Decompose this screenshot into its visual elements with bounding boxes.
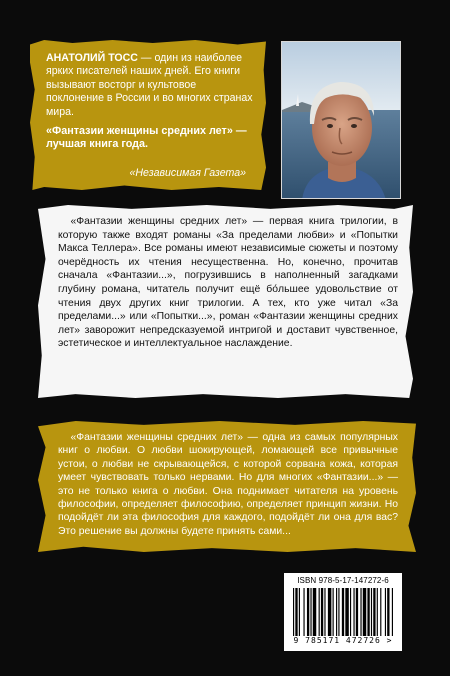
- barcode-bar: [328, 588, 331, 636]
- barcode-bar: [371, 588, 372, 636]
- barcode-bar: [360, 588, 361, 636]
- barcode-bar: [310, 588, 311, 636]
- barcode-bars: [293, 588, 393, 636]
- barcode-bar: [336, 588, 337, 636]
- barcode-bar: [299, 588, 300, 636]
- press-quote: «Фантазии женщины средних лет» — лучшая книга года.: [46, 125, 247, 151]
- barcode-bar: [345, 588, 348, 636]
- author-name: АНАТОЛИЙ ТОСС: [46, 52, 138, 64]
- quote-source: «Независимая Газета»: [129, 167, 246, 179]
- barcode-bar: [380, 588, 381, 636]
- barcode-bar: [353, 588, 354, 636]
- barcode-bar: [392, 588, 393, 636]
- synopsis-text: «Фантазии женщины средних лет» — первая книга трилогии, в которую также входят романы «За пределами любви» и «Попытки Макса Теллера». Все романы имеют независимые сюжеты и поэтому очерёдность их чтения несущественна. Но, конечно, прочитав сначала «Фантазии...», погрузившись в наполненный загадками глубину романа, читатель получит ещё бо́льшее удовольствие от чтения двух других книг трилогии. А тех, кто уже читал «За пределами...» или «Попытки...», роман «Фантазии женщины средних лет» заворожит непредсказуемой интригой и доставит чувственное, эстетическое и интеллектуальное наслаждение.: [58, 216, 398, 350]
- barcode-bar: [342, 588, 344, 636]
- barcode-bar: [356, 588, 358, 636]
- barcode-bar: [377, 588, 378, 636]
- barcode-bar: [385, 588, 386, 636]
- barcode-bar: [319, 588, 320, 636]
- barcode-bar: [373, 588, 375, 636]
- review-text: «Фантазии женщины средних лет» — одна из самых популярных книг о любви. О любви шокирующей, ломающей все привычные устои, о любви не скрывающейся, с которой сорвана кожа, которая умеет чувствовать только нервами. Но для многих «Фантазии...» — это не только книга о любви. Она поднимает читателя на уровень философии, определяет философию, определяет принцип жизни. Но подойдёт ли эта философия для каждого, подойдёт ли она для вас? Это решение вы должны будете принять сами...: [58, 432, 398, 537]
- barcode-digits: 9 785171 472726 >: [293, 636, 393, 645]
- author-bio: [46, 52, 256, 119]
- barcode-bar: [307, 588, 309, 636]
- barcode-bar: [303, 588, 304, 636]
- barcode-label: [284, 573, 402, 651]
- barcode-bar: [387, 588, 389, 636]
- barcode-bar: [313, 588, 316, 636]
- barcode-bar: [321, 588, 323, 636]
- author-bio-text: — один из наиболее ярких писателей наших дней. Его книги вызывают восторг и культовое поклонение в России и во многих странах мира.: [46, 52, 253, 118]
- author-portrait-image: [282, 42, 401, 199]
- barcode-bar: [350, 588, 351, 636]
- barcode-bar: [363, 588, 366, 636]
- barcode-bar: [295, 588, 297, 636]
- barcode-bar: [333, 588, 334, 636]
- author-photo: [281, 41, 401, 199]
- barcode-bar: [338, 588, 339, 636]
- barcode-bar: [324, 588, 325, 636]
- isbn-number: ISBN 978-5-17-147272-6: [297, 576, 389, 585]
- barcode-bar: [293, 588, 294, 636]
- barcode-bar: [367, 588, 369, 636]
